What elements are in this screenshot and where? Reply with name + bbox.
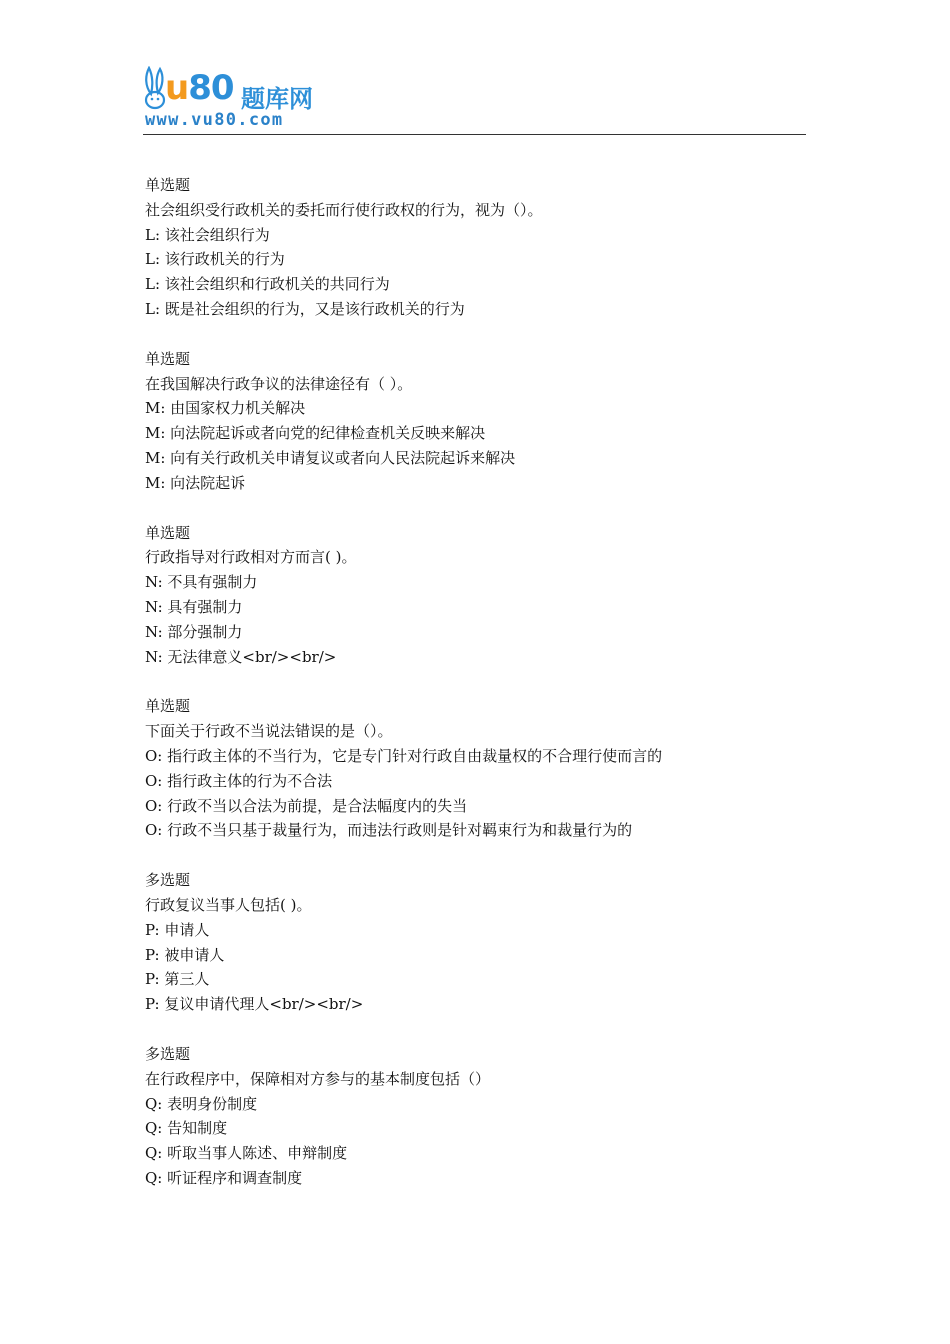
- answer-option: O: 行政不当以合法为前提，是合法幅度内的失当: [145, 796, 468, 815]
- question-stem: 社会组织受行政机关的委托而行使行政权的行为，视为（）。: [145, 200, 543, 219]
- answer-option: P: 第三人: [145, 970, 210, 989]
- logo-url: www.vu80.com: [145, 110, 284, 130]
- answer-option: O: 指行政主体的行为不合法: [145, 771, 333, 790]
- answer-option: P: 复议申请代理人<br/><br/>: [145, 995, 364, 1014]
- answer-option: Q: 听取当事人陈述、申辩制度: [145, 1144, 348, 1163]
- question-type: 多选题: [145, 871, 191, 890]
- answer-option: P: 申请人: [145, 920, 210, 939]
- question-type: 多选题: [145, 1044, 191, 1063]
- answer-option: M: 向有关行政机关申请复议或者向人民法院起诉来解决: [145, 448, 516, 467]
- logo-site-name: 题库网: [241, 85, 313, 113]
- question-stem: 下面关于行政不当说法错误的是（）。: [145, 722, 393, 741]
- answer-option: L: 该行政机关的行为: [145, 250, 285, 269]
- question-block: [145, 868, 805, 1017]
- answer-option: N: 无法律意义<br/><br/>: [145, 647, 337, 666]
- question-block: [145, 521, 805, 670]
- question-block: [145, 1042, 805, 1191]
- logo-digits: 80: [188, 68, 234, 108]
- answer-option: Q: 听证程序和调查制度: [145, 1168, 303, 1187]
- answer-option: L: 该社会组织和行政机关的共同行为: [145, 275, 390, 294]
- question-type: 单选题: [145, 697, 191, 716]
- answer-option: M: 向法院起诉: [145, 473, 246, 492]
- logo-letter-u: u: [165, 68, 189, 108]
- answer-option: N: 不具有强制力: [145, 573, 258, 592]
- answer-option: Q: 告知制度: [145, 1119, 228, 1138]
- question-block: [145, 173, 805, 322]
- answer-option: M: 向法院起诉或者向党的纪律检查机关反映来解决: [145, 424, 486, 443]
- answer-option: L: 既是社会组织的行为，又是该行政机关的行为: [145, 299, 465, 318]
- question-stem: 行政指导对行政相对方而言( )。: [145, 548, 357, 567]
- answer-option: L: 该社会组织行为: [145, 225, 270, 244]
- question-stem: 在行政程序中，保障相对方参与的基本制度包括（）: [145, 1069, 491, 1088]
- question-list: [145, 173, 805, 1216]
- question-block: [145, 347, 805, 496]
- logo-wordmark: [165, 66, 234, 110]
- answer-option: O: 指行政主体的不当行为，它是专门针对行政自由裁量权的不合理行使而言的: [145, 746, 663, 765]
- site-logo[interactable]: [143, 64, 333, 134]
- question-type: 单选题: [145, 176, 191, 194]
- question-type: 单选题: [145, 349, 191, 368]
- answer-option: P: 被申请人: [145, 945, 225, 964]
- question-stem: 行政复议当事人包括( )。: [145, 895, 312, 914]
- answer-option: Q: 表明身份制度: [145, 1094, 258, 1113]
- page-header: [143, 64, 806, 136]
- answer-option: N: 具有强制力: [145, 597, 243, 616]
- question-type: 单选题: [145, 523, 191, 542]
- answer-option: O: 行政不当只基于裁量行为，而违法行政则是针对羁束行为和裁量行为的: [145, 821, 633, 840]
- header-divider: [143, 134, 806, 135]
- question-block: [145, 694, 805, 843]
- answer-option: N: 部分强制力: [145, 622, 243, 641]
- answer-option: M: 由国家权力机关解决: [145, 399, 306, 418]
- question-stem: 在我国解决行政争议的法律途径有（ ）。: [145, 374, 413, 393]
